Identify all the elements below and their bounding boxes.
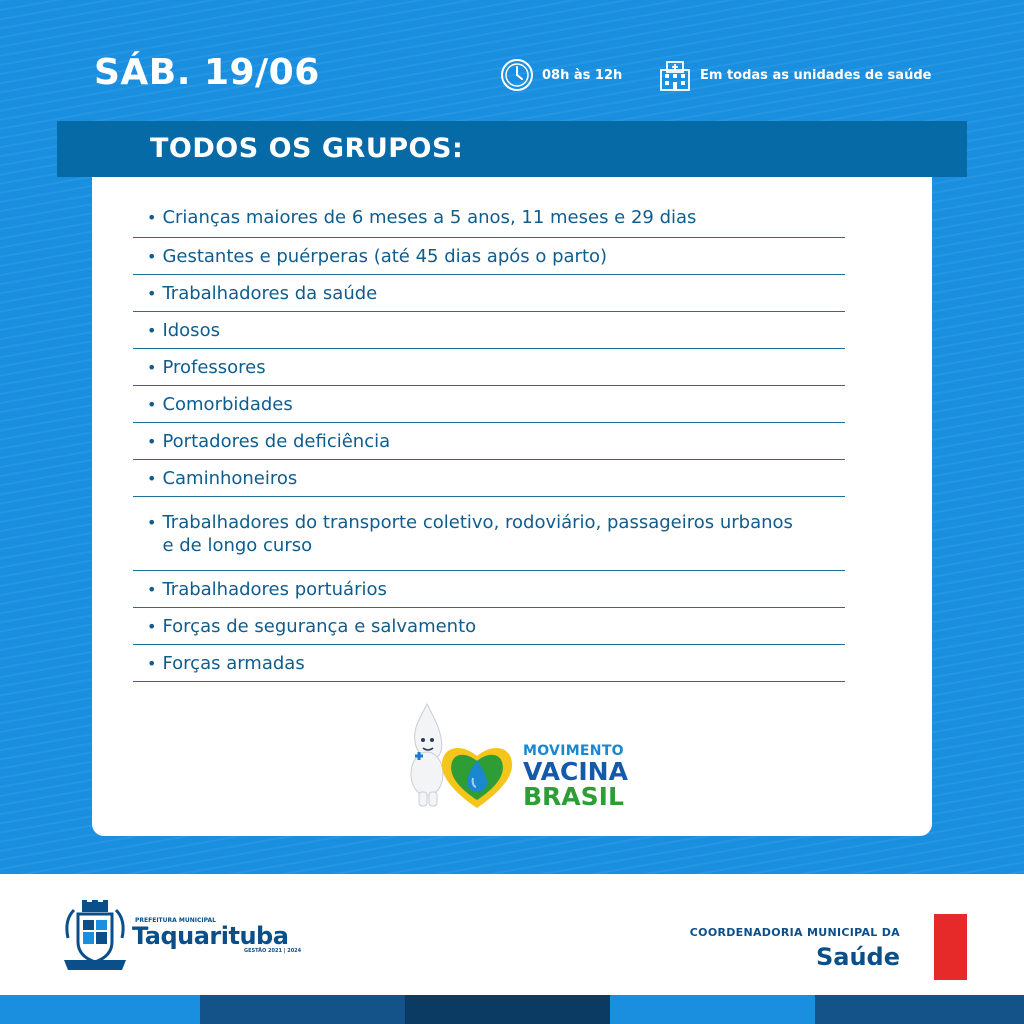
list-item: • Caminhoneiros xyxy=(133,460,845,497)
list-item: • Crianças maiores de 6 meses a 5 anos, 11 meses e 29 dias xyxy=(133,198,845,238)
time-info xyxy=(500,58,622,92)
event-date: SÁB. 19/06 xyxy=(94,52,320,93)
city-name: Taquarituba xyxy=(132,922,289,950)
coat-of-arms-icon xyxy=(60,898,130,974)
list-item: • Comorbidades xyxy=(133,386,845,423)
location-text: Em todas as unidades de saúde xyxy=(700,67,932,83)
prefeitura-label: PREFEITURA MUNICIPAL xyxy=(135,917,216,924)
ze-gotinha-mascot-icon xyxy=(405,700,520,815)
campaign-wordmark xyxy=(523,744,628,809)
campaign-line3: BRASIL xyxy=(523,782,624,811)
prefeitura-logo xyxy=(60,898,310,974)
section-title: TODOS OS GRUPOS: xyxy=(150,133,464,164)
campaign-line1: MOVIMENTO xyxy=(523,743,624,759)
location-info xyxy=(658,58,931,92)
campaign-line2: VACINA xyxy=(523,757,628,786)
coordenadoria xyxy=(690,926,900,971)
list-item: • Trabalhadores da saúde xyxy=(133,275,845,312)
red-accent-bar xyxy=(934,914,967,980)
list-item: • Forças de segurança e salvamento xyxy=(133,608,845,645)
vaccine-campaign-logo xyxy=(405,700,635,815)
list-item: • Portadores de deficiência xyxy=(133,423,845,460)
coordenadoria-label: COORDENADORIA MUNICIPAL DA xyxy=(689,926,900,939)
list-item: • Trabalhadores portuários xyxy=(133,571,845,608)
coordenadoria-name: Saúde xyxy=(815,943,900,971)
list-item: • Idosos xyxy=(133,312,845,349)
title-bar xyxy=(57,121,967,177)
list-item: • Gestantes e puérperas (até 45 dias após o parto) xyxy=(133,238,845,275)
list-item: • Professores xyxy=(133,349,845,386)
term-label: GESTÃO 2021 | 2024 xyxy=(244,948,302,954)
list-item: • Forças armadas xyxy=(133,645,845,682)
health-unit-icon xyxy=(658,58,692,92)
clock-icon xyxy=(500,58,534,92)
time-text: 08h às 12h xyxy=(542,67,623,83)
list-item: • Trabalhadores do transporte coletivo, rodoviário, passageiros urbanos e de longo curso xyxy=(133,497,845,571)
footer-stripe xyxy=(0,995,1024,1024)
group-list xyxy=(133,198,845,682)
